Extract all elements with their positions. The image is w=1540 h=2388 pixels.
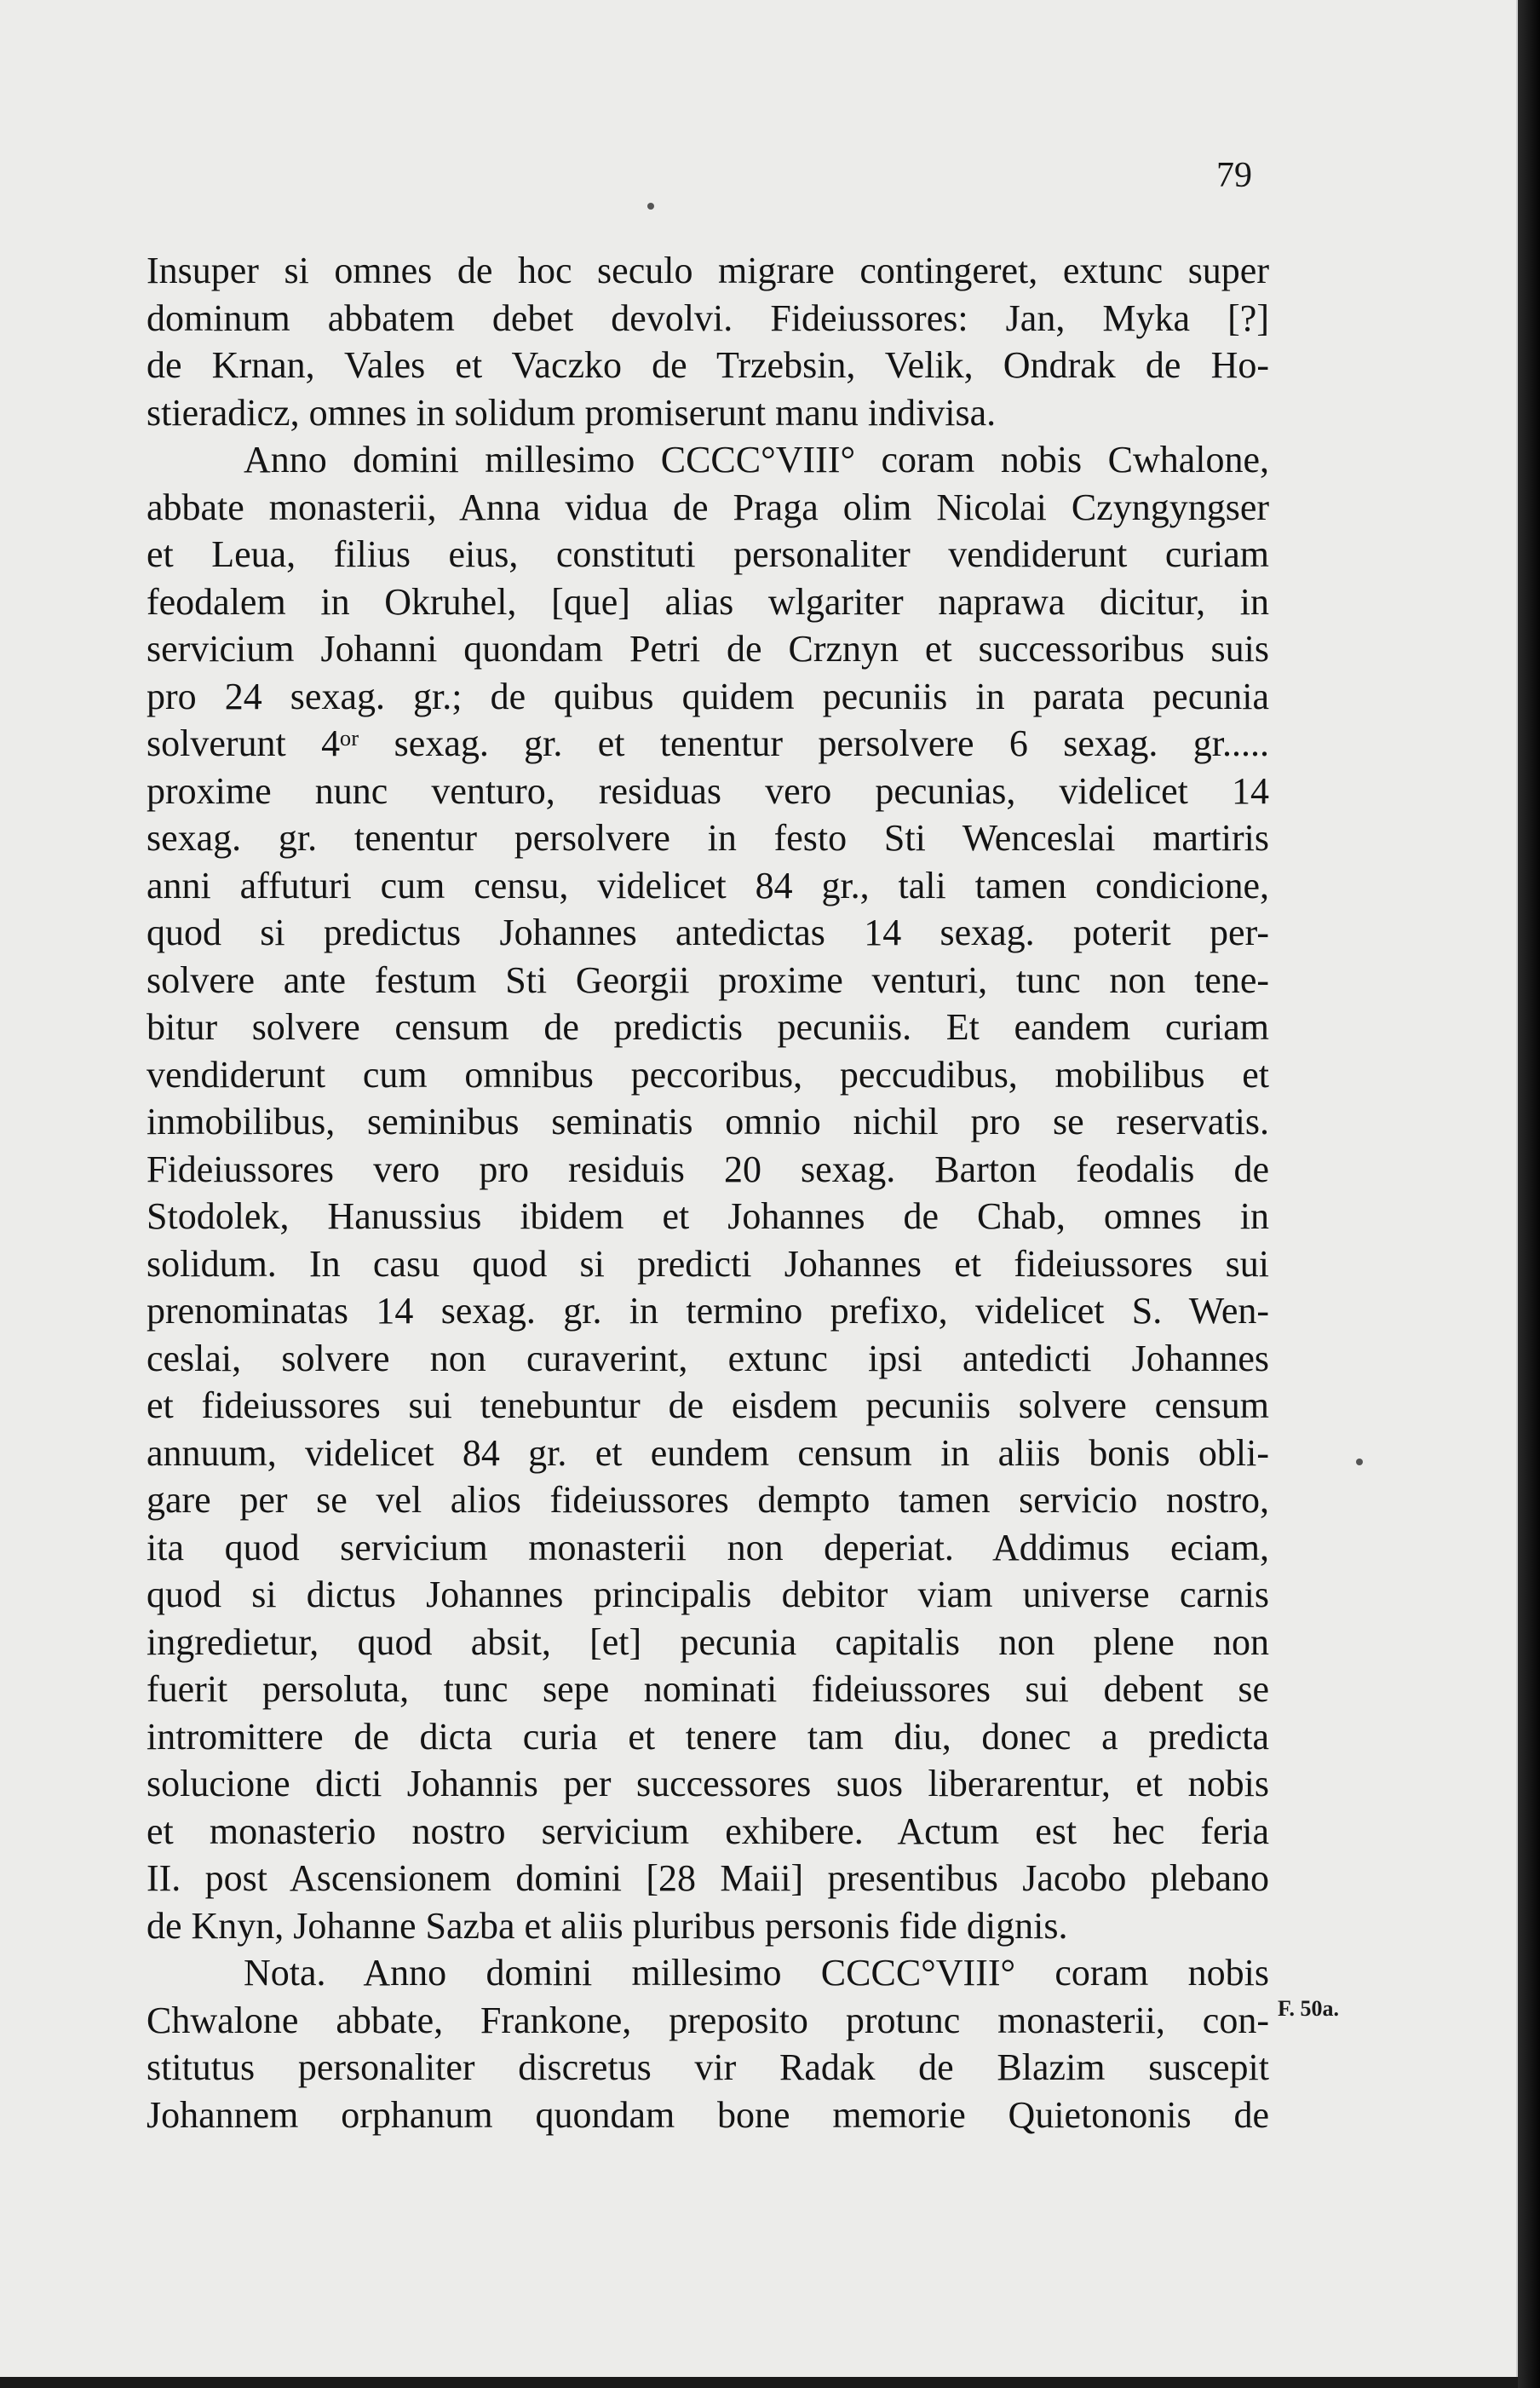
- text-line: Nota. Anno domini millesimo CCCC°VIII° coram nobis: [244, 1952, 1269, 1994]
- text-line: inmobilibus, seminibus seminatis omnio nichil pro se reservatis.: [147, 1101, 1269, 1142]
- text-line: et Leua, filius eius, constituti personaliter vendiderunt curiam: [147, 533, 1269, 575]
- text-line: ingredietur, quod absit, [et] pecunia capitalis non plene non: [147, 1620, 1269, 1663]
- text-line: annuum, videlicet 84 gr. et eundem censum in aliis bonis obli-: [147, 1431, 1269, 1474]
- text-line: dominum abbatem debet devolvi. Fideiussores: Jan, Myka [?]: [147, 296, 1269, 339]
- text-line: de Knyn, Johanne Sazba et aliis pluribus personis fide dignis.: [147, 1904, 1068, 1947]
- text-line: intromittere de dicta curia et tenere tam diu, donec a predicta: [147, 1715, 1269, 1758]
- text-line: Fideiussores vero pro residuis 20 sexag. Barton feodalis de: [147, 1148, 1269, 1190]
- text-line: vendiderunt cum omnibus peccoribus, peccudibus, mobilibus et: [147, 1053, 1269, 1096]
- text-line: stitutus personaliter discretus vir Radak de Blazim suscepit: [147, 2046, 1269, 2088]
- ink-speck: [647, 203, 654, 210]
- text-line: ceslai, solvere non curaverint, extunc ipsi antedicti Johannes: [147, 1337, 1269, 1379]
- text-line: et fideiussores sui tenebuntur de eisdem pecuniis solvere censum: [147, 1384, 1269, 1426]
- text-line: quod si dictus Johannes principalis debitor viam universe carnis: [147, 1574, 1269, 1615]
- text-line: Insuper si omnes de hoc seculo migrare contingeret, extunc super: [147, 250, 1269, 291]
- text-line: gare per se vel alios fideiussores dempto tamen servicio nostro,: [147, 1479, 1269, 1521]
- text-line: Stodolek, Hanussius ibidem et Johannes de Chab, omnes in: [147, 1195, 1269, 1237]
- text-line: anni affuturi cum censu, videlicet 84 gr., tali tamen condicione,: [147, 864, 1269, 906]
- page-edge-shadow: [1518, 0, 1540, 2388]
- text-line: et monasterio nostro servicium exhibere. Actum est hec feria: [147, 1810, 1269, 1852]
- text-line: solidum. In casu quod si predicti Johannes et fideiussores sui: [147, 1242, 1269, 1285]
- text-line: solverunt 4ᵒʳ sexag. gr. et tenentur persolvere 6 sexag. gr.....: [147, 722, 1269, 764]
- text-line: stieradicz, omnes in solidum promiserunt manu indivisa.: [147, 391, 997, 434]
- text-line: prenominatas 14 sexag. gr. in termino prefixo, videlicet S. Wen-: [147, 1290, 1269, 1332]
- page-number: 79: [1216, 156, 1252, 195]
- text-line: ita quod servicium monasterii non deperiat. Addimus eciam,: [147, 1526, 1269, 1568]
- marginal-folio-note: F. 50a.: [1278, 1996, 1339, 2021]
- text-line: feodalem in Okruhel, [que] alias wlgariter naprawa dicitur, in: [147, 580, 1269, 623]
- text-line: bitur solvere censum de predictis pecuniis. Et eandem curiam: [147, 1006, 1269, 1048]
- text-line: II. post Ascensionem domini [28 Maii] presentibus Jacobo plebano: [147, 1857, 1269, 1899]
- text-line: sexag. gr. tenentur persolvere in festo Sti Wenceslai martiris: [147, 817, 1269, 859]
- text-line: pro 24 sexag. gr.; de quibus quidem pecuniis in parata pecunia: [147, 675, 1269, 717]
- text-line: abbate monasterii, Anna vidua de Praga olim Nicolai Czyngyngser: [147, 486, 1269, 528]
- text-line: de Krnan, Vales et Vaczko de Trzebsin, Velik, Ondrak de Ho-: [147, 344, 1269, 386]
- text-line: solucione dicti Johannis per successores suos liberarentur, et nobis: [147, 1763, 1269, 1804]
- text-line: solvere ante festum Sti Georgii proxime venturi, tunc non tene-: [147, 958, 1269, 1001]
- text-line: fuerit persoluta, tunc sepe nominati fideiussores sui debent se: [147, 1668, 1269, 1710]
- text-line: proxime nunc venturo, residuas vero pecunias, videlicet 14: [147, 769, 1269, 812]
- ink-speck: [1356, 1459, 1363, 1465]
- text-line: Anno domini millesimo CCCC°VIII° coram nobis Cwhalone,: [244, 439, 1269, 480]
- text-line: servicium Johanni quondam Petri de Crznyn et successoribus suis: [147, 628, 1269, 670]
- body-text: [147, 247, 1269, 2138]
- text-line: Johannem orphanum quondam bone memorie Quietononis de: [147, 2093, 1269, 2136]
- text-line: quod si predictus Johannes antedictas 14 sexag. poterit per-: [147, 912, 1269, 953]
- text-line: Chwalone abbate, Frankone, preposito protunc monasterii, con-: [147, 1999, 1269, 2041]
